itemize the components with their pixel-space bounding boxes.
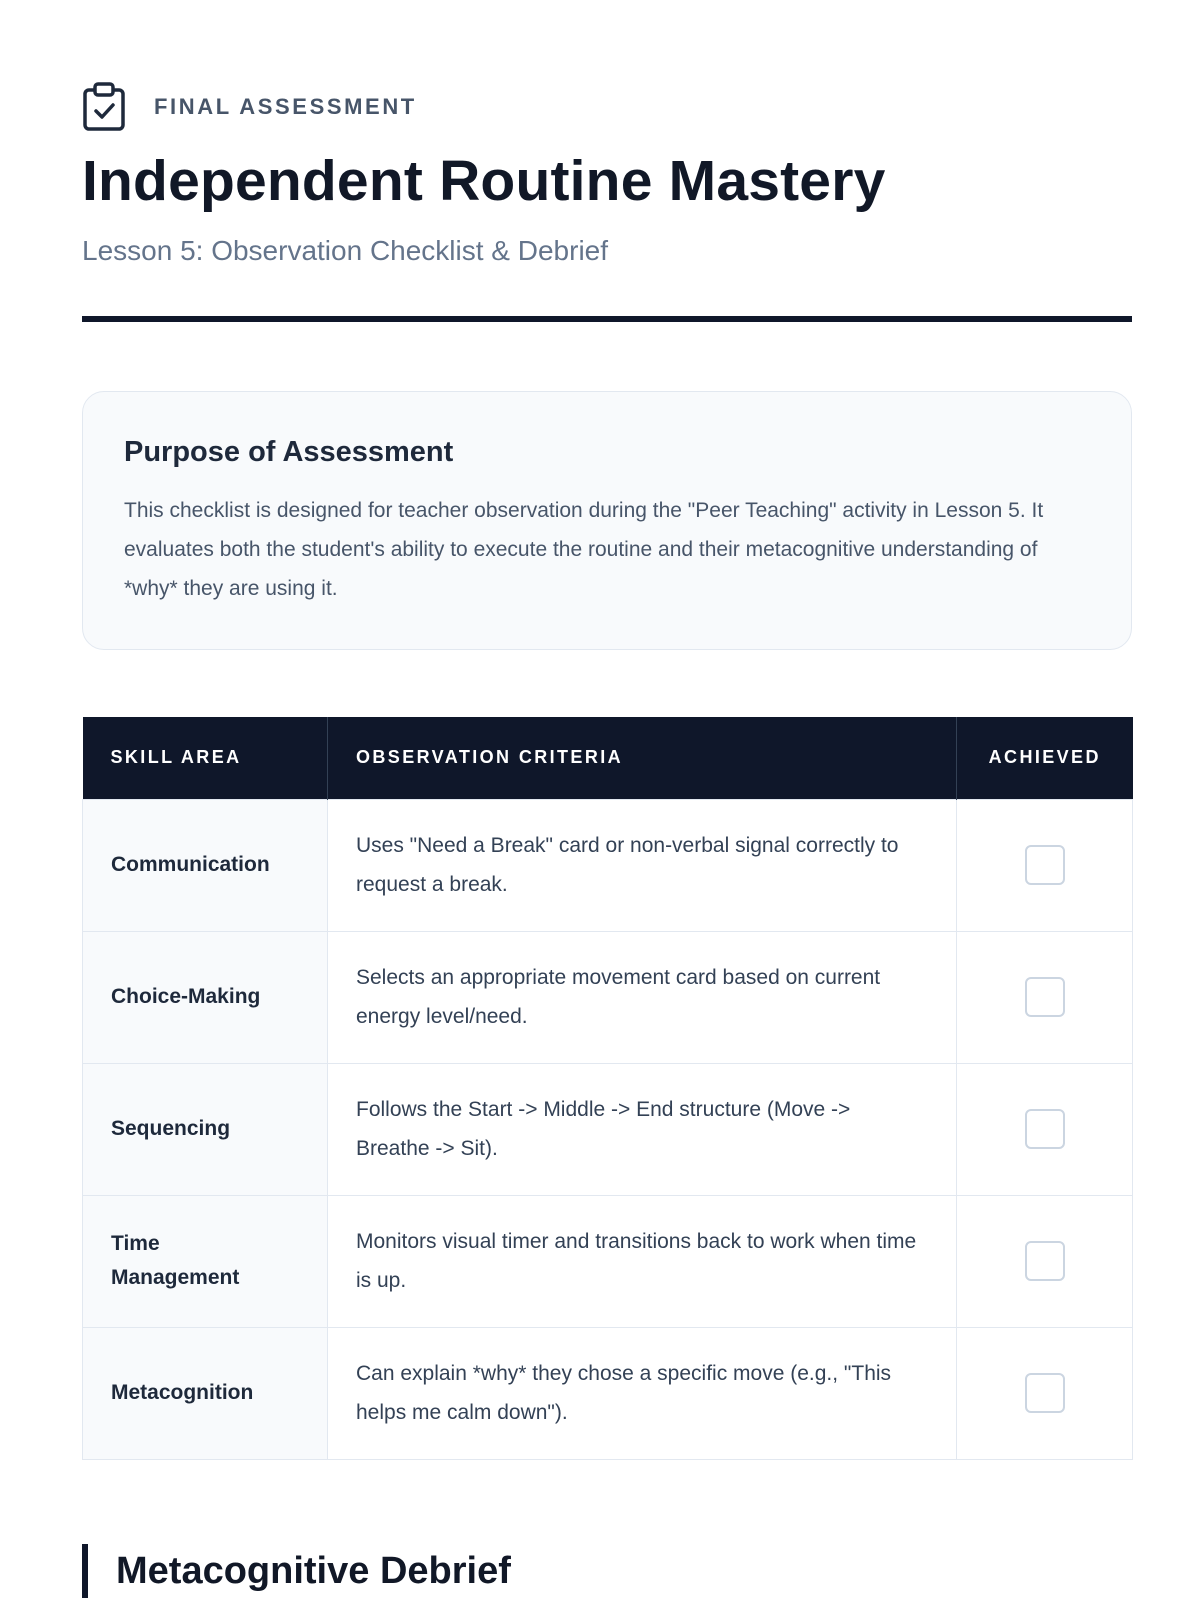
clipboard-check-icon [82, 82, 128, 132]
achieved-checkbox-communication[interactable] [1025, 845, 1065, 885]
criteria-cell: Follows the Start -> Middle -> End structure (Move -> Breathe -> Sit). [328, 1063, 957, 1195]
purpose-heading: Purpose of Assessment [124, 436, 454, 468]
criteria-cell: Selects an appropriate movement card based on current energy level/need. [328, 931, 957, 1063]
table-row [83, 1327, 1133, 1459]
table-row [83, 931, 1133, 1063]
column-header-achieved: ACHIEVED [957, 717, 1133, 799]
criteria-cell: Monitors visual timer and transitions back to work when time is up. [328, 1195, 957, 1327]
achieved-cell [957, 1327, 1133, 1459]
skill-area-cell: Metacognition [83, 1327, 328, 1459]
table-row [83, 1195, 1133, 1327]
skill-area-cell: Sequencing [83, 1063, 328, 1195]
achieved-cell [957, 931, 1133, 1063]
table-row [83, 1063, 1133, 1195]
achieved-checkbox-sequencing[interactable] [1025, 1109, 1065, 1149]
debrief-heading: Metacognitive Debrief [116, 1549, 511, 1592]
assessment-eyebrow [82, 82, 417, 132]
table-header-row [83, 717, 1133, 799]
skill-area-cell: Time Management [83, 1195, 328, 1327]
achieved-checkbox-metacognition[interactable] [1025, 1373, 1065, 1413]
column-header-observation-criteria: OBSERVATION CRITERIA [328, 717, 957, 799]
achieved-cell [957, 1195, 1133, 1327]
achieved-cell [957, 1063, 1133, 1195]
skill-area-cell: Choice-Making [83, 931, 328, 1063]
achieved-checkbox-time-management[interactable] [1025, 1241, 1065, 1281]
eyebrow-label: FINAL ASSESSMENT [154, 94, 417, 119]
debrief-section-heading [82, 1543, 511, 1599]
achieved-cell [957, 799, 1133, 931]
skill-area-cell: Communication [83, 799, 328, 931]
purpose-body: This checklist is designed for teacher observation during the "Peer Teaching" activity in Lesson 5. It evaluates both the student's ability to execute the routine and their metacognitive understanding of *why* they are using it. [124, 499, 1044, 600]
criteria-cell: Can explain *why* they chose a specific move (e.g., "This helps me calm down"). [328, 1327, 957, 1459]
table-row [83, 799, 1133, 931]
page-title: Independent Routine Mastery [82, 149, 886, 213]
header-divider [82, 316, 1132, 322]
column-header-skill-area: SKILL AREA [83, 717, 328, 799]
purpose-card [82, 391, 1132, 650]
page-subtitle: Lesson 5: Observation Checklist & Debrief [82, 235, 609, 266]
observation-checklist-table [82, 717, 1133, 1460]
heading-accent-bar [82, 1544, 88, 1598]
achieved-checkbox-choice-making[interactable] [1025, 977, 1065, 1017]
criteria-cell: Uses "Need a Break" card or non-verbal signal correctly to request a break. [328, 799, 957, 931]
